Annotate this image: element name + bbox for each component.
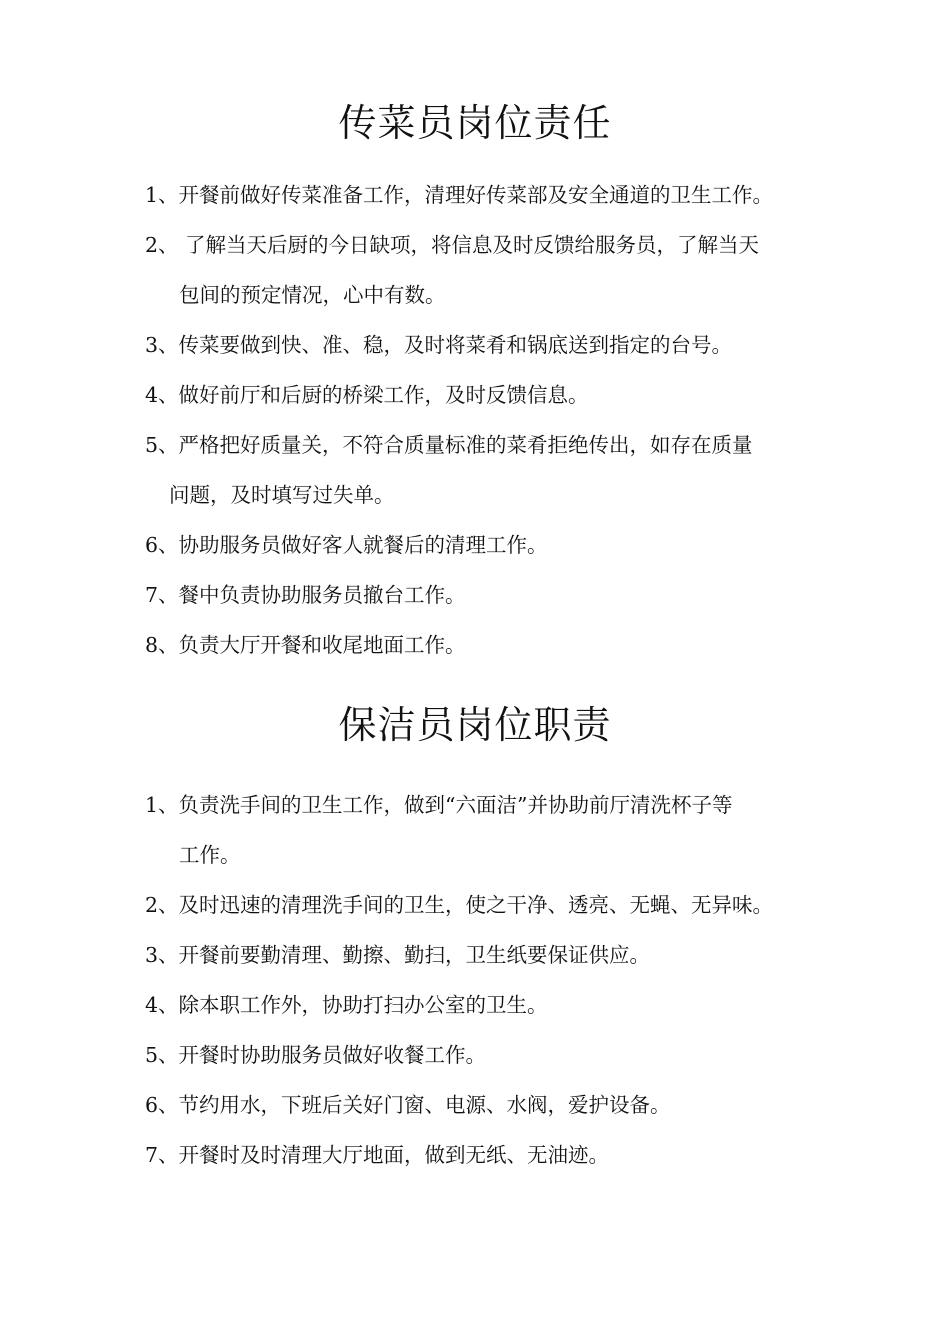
item-text: 1、开餐前做好传菜准备工作，清理好传菜部及安全通道的卫生工作。 — [145, 183, 774, 207]
item-text-continued: 问题，及时填写过失单。 — [169, 483, 395, 507]
section-title-cleaner: 保洁员岗位职责 — [338, 703, 612, 747]
item-text: 1、负责洗手间的卫生工作，做到“六面洁”并协助前厅清洗杯子等 — [145, 793, 733, 817]
item-text: 3、开餐前要勤清理、勤擦、勤扫，卫生纸要保证供应。 — [145, 943, 651, 967]
item-text: 6、协助服务员做好客人就餐后的清理工作。 — [145, 533, 548, 557]
list-item — [145, 620, 815, 670]
list-item — [145, 1080, 815, 1130]
list-item — [145, 570, 815, 620]
list-item — [145, 370, 815, 420]
item-text: 8、负责大厅开餐和收尾地面工作。 — [145, 633, 466, 657]
section-title-food-runner: 传菜员岗位责任 — [338, 101, 612, 145]
item-text: 4、除本职工作外，协助打扫办公室的卫生。 — [145, 993, 548, 1017]
food-runner-duties-list — [145, 170, 815, 670]
item-text: 7、开餐时及时清理大厅地面，做到无纸、无油迹。 — [145, 1143, 610, 1167]
list-item — [145, 780, 815, 880]
item-text: 6、节约用水，下班后关好门窗、电源、水阀，爱护设备。 — [145, 1093, 671, 1117]
item-text-continued: 工作。 — [179, 843, 241, 867]
list-item — [145, 420, 815, 520]
item-text: 5、严格把好质量关，不符合质量标准的菜肴拒绝传出，如存在质量 — [145, 433, 753, 457]
item-text: 2、 了解当天后厨的今日缺项，将信息及时反馈给服务员，了解当天 — [145, 233, 760, 257]
item-text: 5、开餐时协助服务员做好收餐工作。 — [145, 1043, 487, 1067]
item-text: 4、做好前厅和后厨的桥梁工作，及时反馈信息。 — [145, 383, 589, 407]
item-text: 3、传菜要做到快、准、稳，及时将菜肴和锅底送到指定的台号。 — [145, 333, 733, 357]
item-text-continued: 包间的预定情况，心中有数。 — [179, 283, 446, 307]
item-text: 7、餐中负责协助服务员撤台工作。 — [145, 583, 466, 607]
list-item — [145, 1130, 815, 1180]
list-item — [145, 220, 815, 320]
list-item — [145, 320, 815, 370]
list-item — [145, 1030, 815, 1080]
cleaner-duties-list — [145, 780, 815, 1180]
item-text: 2、及时迅速的清理洗手间的卫生，使之干净、透亮、无蝇、无异味。 — [145, 893, 774, 917]
list-item — [145, 930, 815, 980]
list-item — [145, 520, 815, 570]
list-item — [145, 880, 815, 930]
list-item — [145, 980, 815, 1030]
list-item — [145, 170, 815, 220]
